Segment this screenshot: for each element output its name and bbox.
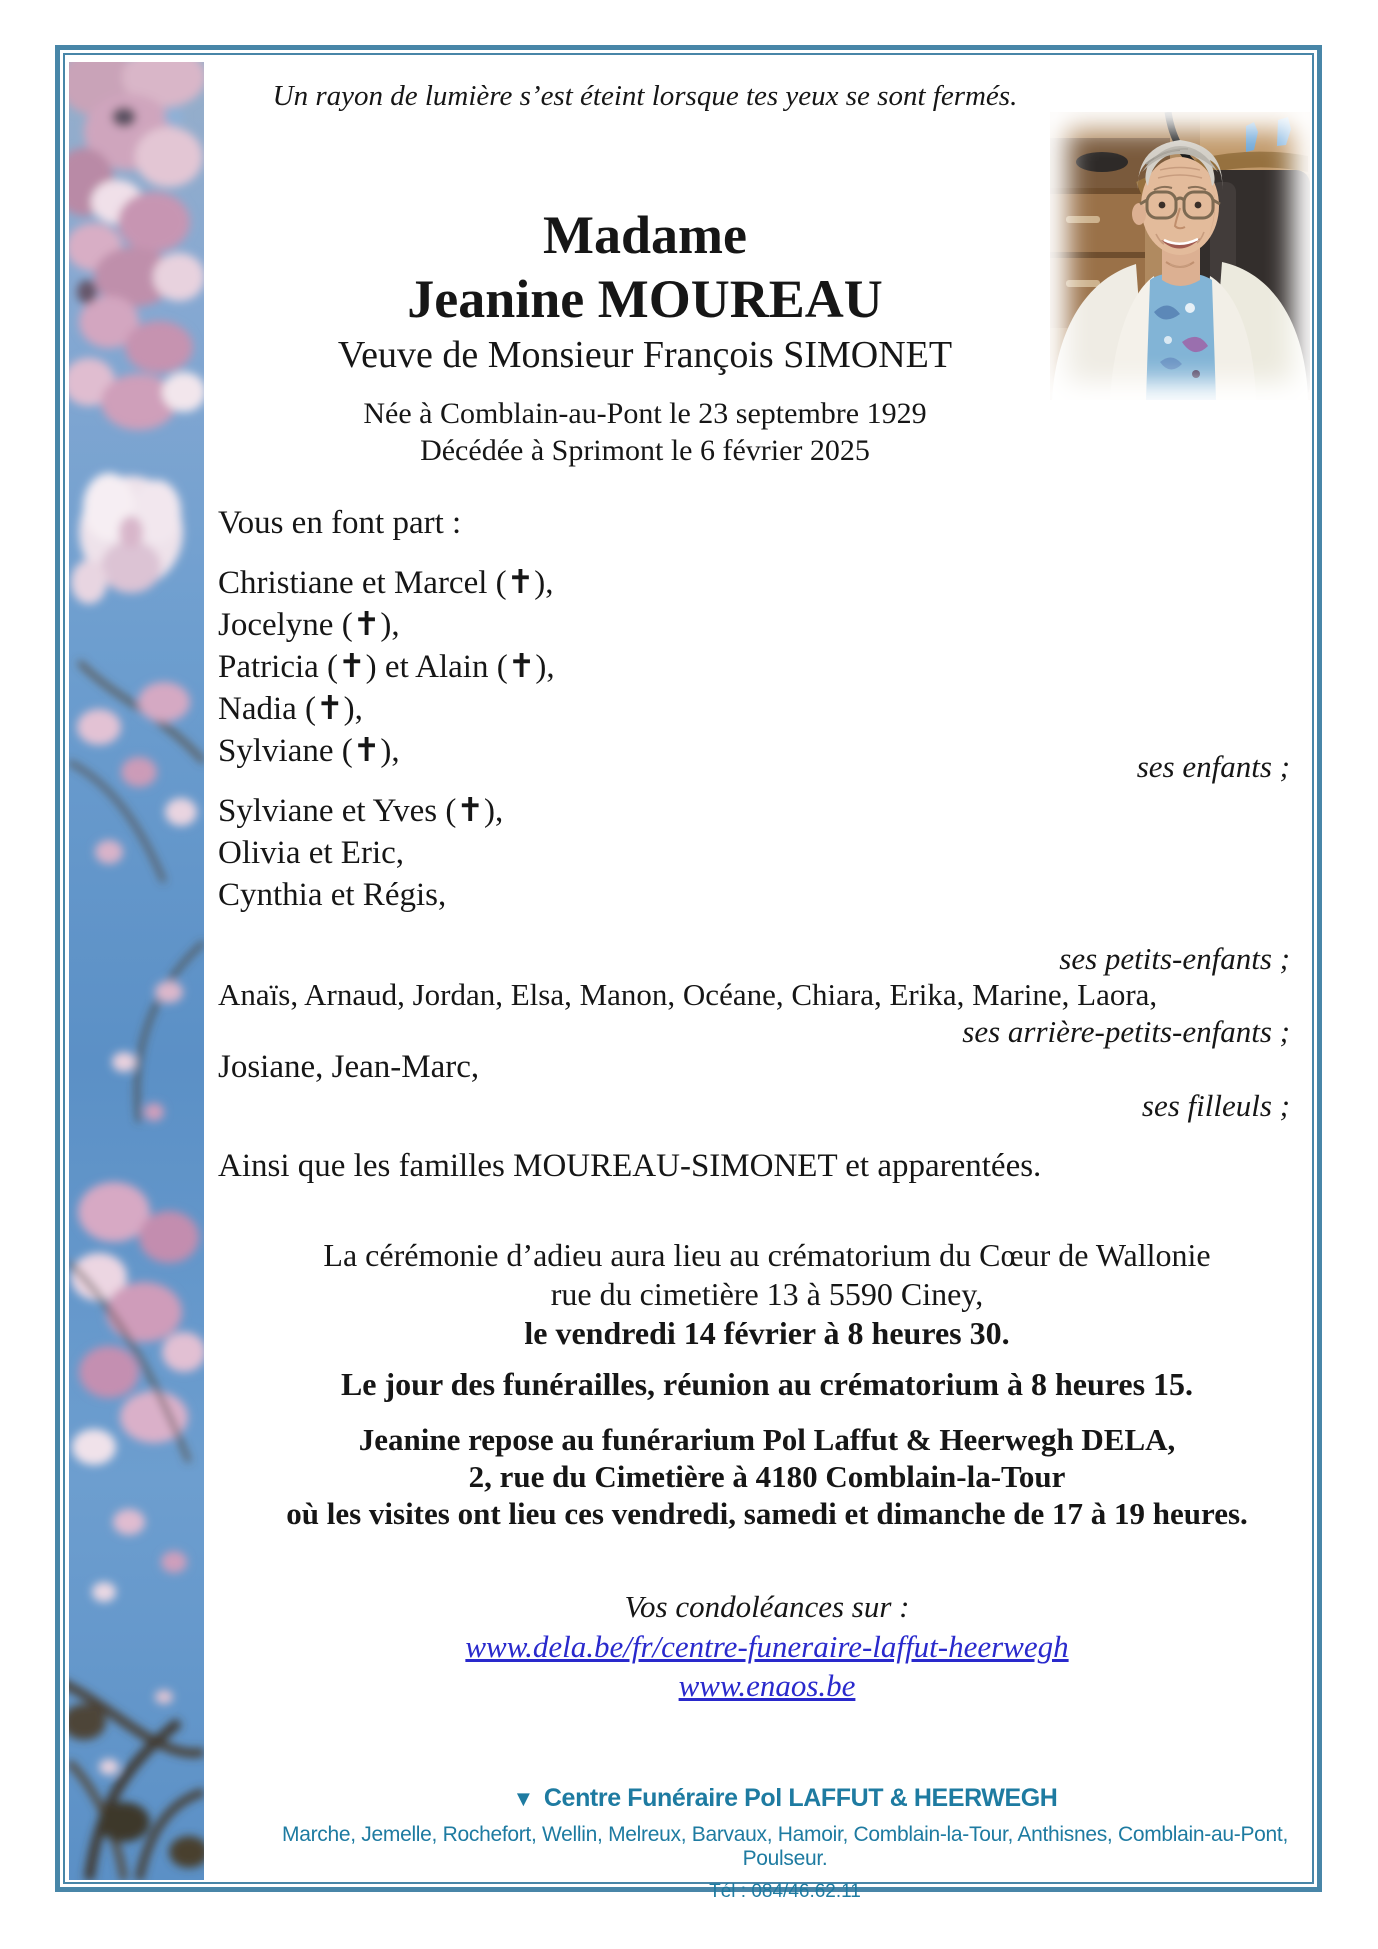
condolences-links [214, 1627, 1320, 1705]
title-prefix: Madame [543, 205, 747, 265]
condolences-label: Vos condoléances sur : [624, 1589, 910, 1624]
widow-subtitle: Veuve de Monsieur François SIMONET [337, 334, 953, 376]
deceased-name: Jeanine MOUREAU [407, 269, 883, 329]
godchildren-label: ses filleuls ; [1141, 1088, 1290, 1123]
magnolia-photo-strip [69, 62, 204, 1880]
family-line: Sylviane (✝), [218, 733, 400, 769]
godchildren-line: Josiane, Jean-Marc, [218, 1049, 480, 1085]
children-label: ses enfants ; [1136, 749, 1290, 784]
funeral-home-footer [250, 1782, 1320, 1903]
death-line: Décédée à Sprimont le 6 février 2025 [420, 434, 870, 467]
funeral-home-cities: Marche, Jemelle, Rochefort, Wellin, Melreux, Barvaux, Hamoir, Comblain-la-Tour, Anthisnes, Comblain-au-Pont, Poulseur. [282, 1823, 1288, 1870]
great-grandchildren-label: ses arrière-petits-enfants ; [962, 1014, 1290, 1049]
family-line: Cynthia et Régis, [218, 877, 447, 913]
families-line: Ainsi que les familles MOUREAU-SIMONET et apparentées. [218, 1148, 1042, 1184]
family-line: Patricia (✝) et Alain (✝), [218, 649, 555, 685]
grandchildren-list [218, 790, 503, 916]
children-list [218, 562, 555, 772]
deceased-portrait-photo [1050, 112, 1310, 400]
grandchildren-label: ses petits-enfants ; [1059, 941, 1290, 976]
header-block [214, 203, 1076, 469]
funeral-home-name [250, 1782, 1320, 1815]
repose-line: où les visites ont lieu ces vendredi, samedi et dimanche de 17 à 19 heures. [286, 1496, 1248, 1531]
portrait-illustration [1050, 112, 1310, 400]
ceremony-block [214, 1236, 1320, 1353]
ceremony-line: rue du cimetière 13 à 5590 Ciney, [550, 1276, 984, 1312]
family-line: Nadia (✝), [218, 691, 363, 727]
ceremony-line: La cérémonie d’adieu aura lieu au crématorium du Cœur de Wallonie [323, 1237, 1211, 1273]
family-line: Jocelyne (✝), [218, 607, 400, 643]
family-line: Christiane et Marcel (✝), [218, 565, 554, 601]
repose-block [214, 1421, 1320, 1532]
family-line: Sylviane et Yves (✝), [218, 793, 504, 829]
condolences-link-dela[interactable]: www.dela.be/fr/centre-funeraire-laffut-heerwegh [465, 1629, 1069, 1664]
great-grandchildren-line: Anaïs, Arnaud, Jordan, Elsa, Manon, Océane, Chiara, Erika, Marine, Laora, [218, 977, 1158, 1012]
funeral-meeting-line: Le jour des funérailles, réunion au crématorium à 8 heures 15. [340, 1366, 1194, 1402]
funeral-home-phone: Tél : 084/46.62.11 [709, 1881, 861, 1902]
repose-line: 2, rue du Cimetière à 4180 Comblain-la-Tour [468, 1459, 1066, 1494]
dela-triangle-icon: ▼ [512, 1786, 534, 1811]
magnolia-illustration [69, 62, 204, 1880]
repose-line: Jeanine repose au funérarium Pol Laffut & Heerwegh DELA, [358, 1422, 1176, 1457]
ceremony-date-line: le vendredi 14 février à 8 heures 30. [524, 1315, 1010, 1351]
funeral-home-label: Centre Funéraire Pol LAFFUT & HEERWEGH [543, 1784, 1058, 1812]
memorial-quote: Un rayon de lumière s’est éteint lorsque tes yeux se sont fermés. [272, 80, 1018, 112]
family-line: Olivia et Eric, [218, 835, 405, 871]
condolences-link-enaos[interactable]: www.enaos.be [678, 1668, 856, 1703]
announce-line: Vous en font part : [218, 505, 462, 541]
birth-line: Née à Comblain-au-Pont le 23 septembre 1929 [363, 397, 927, 430]
